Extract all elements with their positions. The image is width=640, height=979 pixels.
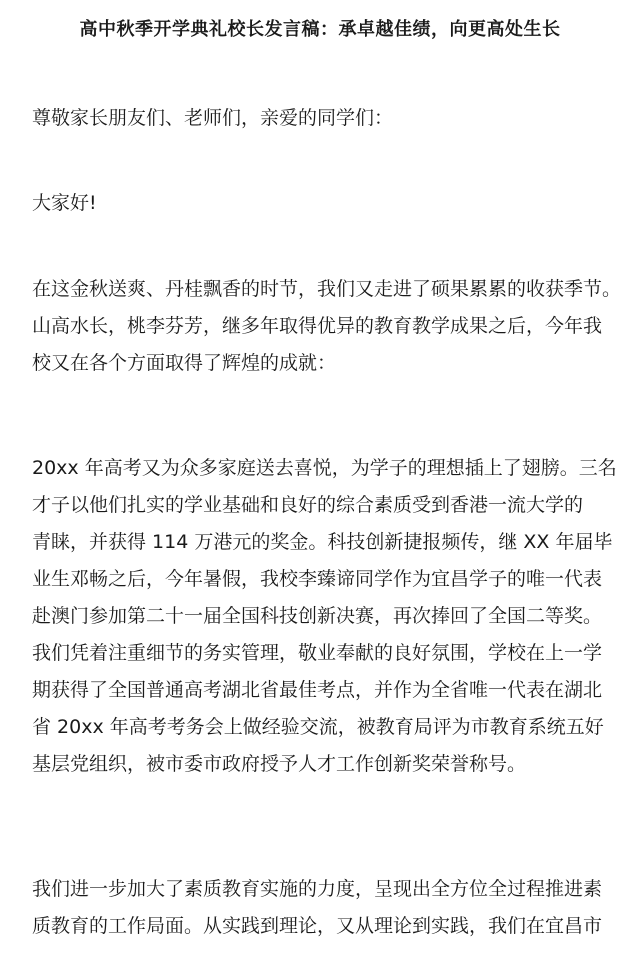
paragraph-3-line-2: 质教育的工作局面。从实践到理论，又从理论到实践，我们在宜昌市 <box>32 915 603 937</box>
paragraph-2-line-8: 省 20xx 年高考考务会上做经验交流，被教育局评为市教育系统五好 <box>32 716 604 738</box>
paragraph-2-line-2: 才子以他们扎实的学业基础和良好的综合素质受到香港一流大学的 <box>32 494 584 516</box>
paragraph-1-line-1: 在这金秋送爽、丹桂飘香的时节，我们又走进了硕果累累的收获季节。 <box>32 278 622 300</box>
paragraph-2-line-4: 业生邓畅之后，今年暑假，我校李臻谛同学作为宜昌学子的唯一代表 <box>32 568 603 590</box>
paragraph-1-line-2: 山高水长，桃李芬芳，继多年取得优异的教育教学成果之后，今年我 <box>32 315 603 337</box>
paragraph-2-line-5: 赴澳门参加第二十一届全国科技创新决赛，再次捧回了全国二等奖。 <box>32 605 603 627</box>
paragraph-2-line-3: 青睐，并获得 114 万港元的奖金。科技创新捷报频传，继 XX 年届毕 <box>32 531 613 553</box>
paragraph-2-line-9: 基层党组织，被市委市政府授予人才工作创新奖荣誉称号。 <box>32 753 527 775</box>
paragraph-3-line-1: 我们进一步加大了素质教育实施的力度，呈现出全方位全过程推进素 <box>32 878 603 900</box>
paragraph-2-line-1: 20xx 年高考又为众多家庭送去喜悦，为学子的理想插上了翅膀。三名 <box>32 457 617 479</box>
paragraph-1-line-3: 校又在各个方面取得了辉煌的成就： <box>32 352 337 374</box>
paragraph-2-line-6: 我们凭着注重细节的务实管理，敬业奉献的良好氛围，学校在上一学 <box>32 642 603 664</box>
salutation: 尊敬家长朋友们、老师们，亲爱的同学们： <box>32 107 394 129</box>
greeting: 大家好! <box>32 192 97 214</box>
paragraph-2-line-7: 期获得了全国普通高考湖北省最佳考点，并作为全省唯一代表在湖北 <box>32 679 603 701</box>
document-title: 高中秋季开学典礼校长发言稿：承卓越佳绩，向更高处生长 <box>79 19 561 40</box>
